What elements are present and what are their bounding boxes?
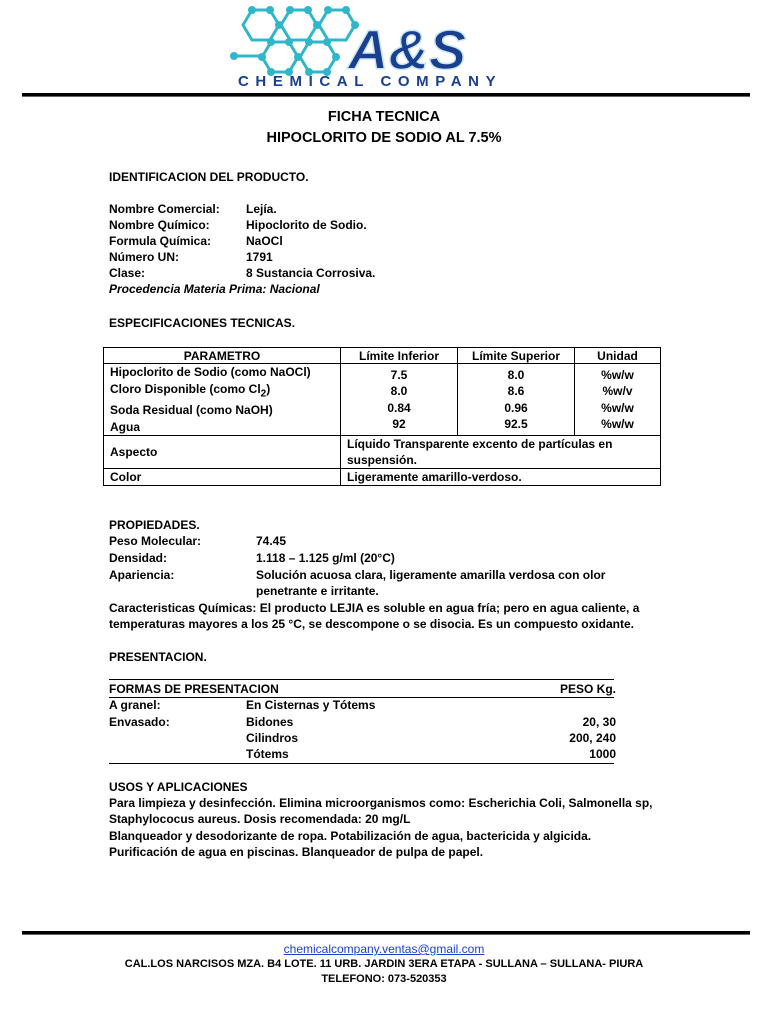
parametro-cell: [104, 364, 341, 436]
envasado-label: Envasado:: [109, 715, 170, 729]
densidad-label: Densidad:: [109, 551, 168, 565]
peso-molecular-label: Peso Molecular:: [109, 534, 202, 548]
section-heading-especificaciones: ESPECIFICACIONES TECNICAS.: [109, 316, 296, 330]
limite-superior-cell: [458, 364, 575, 436]
header-divider: [22, 93, 750, 96]
header-limite-inferior: Límite Inferior: [341, 348, 458, 364]
ident-label: Clase:: [109, 266, 146, 280]
table-row: [104, 469, 661, 486]
ident-value: 1791: [246, 250, 273, 264]
apariencia-value-cont: penetrante e irritante.: [256, 584, 379, 598]
usos-line: Purificación de agua en piscinas. Blanqueador de pulpa de papel.: [109, 845, 484, 859]
presentacion-col-formas: FORMAS DE PRESENTACION: [109, 682, 279, 696]
value-inferior: 0.84: [387, 400, 411, 415]
company-logo: [230, 4, 530, 90]
table-header-row: [104, 348, 661, 364]
caracteristicas-text: Caracteristicas Químicas: El producto LEJIA es soluble en agua fría; pero en agua caliente, a: [109, 601, 640, 615]
color-value: Ligeramente amarillo-verdoso.: [341, 469, 661, 486]
presentacion-item-name: Tótems: [246, 747, 289, 761]
aspecto-value: Líquido Transparente excento de partículas en suspensión.: [341, 436, 661, 469]
footer-phone: TELEFONO: 073-520353: [321, 973, 447, 985]
ident-label: Número UN:: [109, 250, 180, 264]
header-unidad: Unidad: [575, 348, 661, 364]
document-title: FICHA TECNICA: [327, 109, 441, 125]
limite-inferior-cell: [341, 364, 458, 436]
apariencia-value: Solución acuosa clara, ligeramente amarilla verdosa con olor: [256, 568, 606, 582]
value-unidad: %w/w: [601, 400, 634, 415]
ident-value: Hipoclorito de Sodio.: [246, 218, 367, 232]
email-link[interactable]: chemicalcompany.ventas@gmail.com: [283, 942, 485, 956]
granel-label: A granel:: [109, 698, 161, 712]
procedencia-text: [109, 282, 320, 296]
table-row: [104, 436, 661, 469]
ident-value: Lejía.: [246, 202, 277, 216]
value-unidad: %w/v: [602, 384, 633, 399]
table-row: [104, 364, 661, 436]
ident-label: Nombre Químico:: [109, 218, 210, 232]
footer-email-row: [0, 942, 768, 956]
param-agua: Agua: [110, 419, 140, 434]
value-inferior: 7.5: [390, 367, 408, 382]
section-heading-propiedades: PROPIEDADES.: [109, 518, 200, 532]
presentacion-item-name: Bidones: [246, 715, 294, 729]
param-hipoclorito: Hipoclorito de Sodio (como NaOCl): [110, 365, 311, 379]
param-soda: Soda Residual (como NaOH): [110, 403, 273, 418]
footer-divider: [22, 931, 750, 934]
specifications-table: [103, 347, 661, 486]
procedencia-label: Procedencia Materia Prima: Nacional: [109, 282, 320, 296]
ident-label: Nombre Comercial:: [109, 202, 220, 216]
header-limite-superior: Límite Superior: [458, 348, 575, 364]
document-subtitle: HIPOCLORITO DE SODIO AL 7.5%: [266, 130, 502, 146]
footer-address: CAL.LOS NARCISOS MZA. B4 LOTE. 11 URB. JARDIN 3ERA ETAPA - SULLANA – SULLANA- PIURA: [124, 958, 644, 970]
svg-text:A&S: A&S: [348, 18, 467, 81]
presentacion-item-peso: 20, 30: [582, 715, 616, 729]
value-superior: 8.6: [507, 384, 525, 399]
header-parametro: PARAMETRO: [104, 348, 341, 364]
svg-text:CHEMICAL COMPANY: CHEMICAL COMPANY: [238, 73, 503, 90]
value-unidad: %w/w: [601, 367, 634, 382]
usos-line: Blanqueador y desodorizante de ropa. Potabilización de agua, bactericida y algicida.: [109, 829, 592, 843]
usos-line: Staphylococus aureus. Dosis recomendada: 20 mg/L: [109, 812, 411, 826]
section-heading-usos: USOS Y APLICACIONES: [109, 780, 248, 794]
value-inferior: 92: [392, 417, 406, 432]
apariencia-label: Apariencia:: [109, 568, 175, 582]
presentacion-bottom-rule: [109, 763, 614, 764]
densidad-value: 1.118 – 1.125 g/ml (20°C): [256, 551, 395, 565]
presentacion-item-name: Cilindros: [246, 731, 299, 745]
param-cloro: Cloro Disponible (como $Cl_2$): [110, 381, 271, 399]
unidad-cell: [575, 364, 661, 436]
section-heading-presentacion: PRESENTACION.: [109, 650, 207, 664]
value-superior: 0.96: [504, 400, 528, 415]
hexagon-pattern-icon: [232, 10, 355, 72]
ident-value: NaOCl: [246, 234, 283, 248]
value-superior: 8.0: [507, 367, 525, 382]
caracteristicas-text-cont: temperaturas mayores a los 25 °C, se descompone o se disocia. Es un compuesto oxidante.: [109, 617, 634, 631]
presentacion-top-rule: [109, 679, 614, 680]
ident-label: Formula Química:: [109, 234, 212, 248]
peso-molecular-value: 74.45: [256, 534, 287, 548]
ident-value: 8 Sustancia Corrosiva.: [246, 266, 376, 280]
aspecto-label: Aspecto: [104, 436, 341, 469]
usos-line: Para limpieza y desinfección. Elimina microorganismos como: Escherichia Coli, Salmonella sp,: [109, 796, 653, 810]
granel-value: En Cisternas y Tótems: [246, 698, 376, 712]
presentacion-item-peso: 200, 240: [569, 731, 616, 745]
value-inferior: 8.0: [390, 384, 408, 399]
section-heading-identificacion: IDENTIFICACION DEL PRODUCTO.: [109, 170, 309, 184]
presentacion-col-peso: PESO Kg.: [559, 682, 616, 696]
presentacion-item-peso: 1000: [589, 747, 616, 761]
value-superior: 92.5: [504, 417, 528, 432]
color-label: Color: [104, 469, 341, 486]
value-unidad: %w/w: [601, 417, 634, 432]
